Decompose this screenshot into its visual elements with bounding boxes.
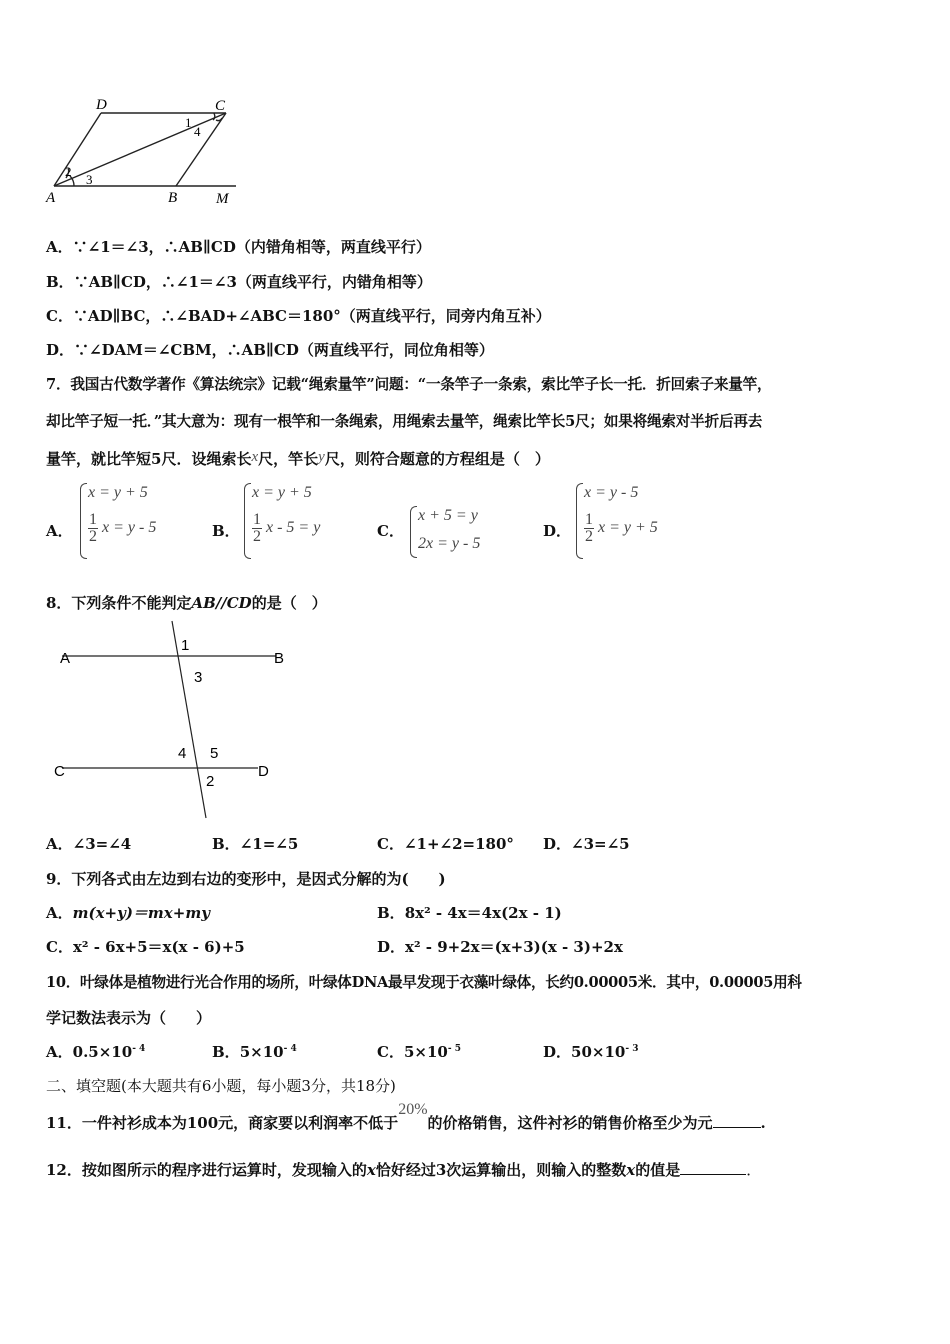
angle-1: 1 [185, 115, 192, 130]
q11-end: . [760, 1114, 766, 1132]
label-M: M [216, 191, 229, 207]
q8-text-a: 8．下列条件不能判定 [46, 594, 192, 612]
q8-text-b: 的是（ ） [251, 594, 327, 612]
q9-stem: 9．下列各式由左边到右边的变形中，是因式分解的为( ) [46, 870, 446, 888]
option-base: 0.5×10 [72, 1043, 133, 1061]
option-base: 5×10 [239, 1043, 284, 1061]
option-letter: B． [212, 1043, 240, 1061]
eq2-text: x = y - 5 [102, 519, 157, 537]
q7-text-a: 量竿，就比竿短5尺．设绳索长 [46, 450, 252, 468]
label-B: B [168, 190, 178, 206]
option-letter: B． [212, 835, 240, 853]
option-text: ∠1+∠2=180° [403, 835, 514, 853]
q7-b-eq1: x = y + 5 [252, 484, 312, 501]
q10-option-a[interactable] [46, 1041, 145, 1062]
label-D: D [258, 763, 269, 780]
option-exponent: - 4 [283, 1044, 297, 1054]
var-x: x [626, 1161, 636, 1179]
option-text: ∠3=∠5 [571, 835, 630, 853]
brace [576, 483, 583, 559]
q7-a-eq1: x = y + 5 [88, 484, 148, 501]
label-A: A [46, 190, 56, 206]
angle-3: 3 [86, 172, 93, 187]
q12-end: ． [746, 1161, 762, 1179]
q7-stem-line2: 却比竿子短一托．”其大意为：现有一根竿和一条绳索，用绳索去量竿，绳索比竿长5尺；如果将绳索对半折后再去 [46, 413, 763, 430]
label-B: B [274, 650, 285, 667]
option-text: ∠3=∠4 [72, 835, 132, 853]
section-title: 二、填空题(本大题共有6小题，每小题3分，共18分) [46, 1077, 396, 1095]
option-text: 8x² - 4x＝4x(2x - 1) [404, 904, 562, 922]
option-letter: A． [46, 1043, 73, 1061]
option-base: 5×10 [403, 1043, 448, 1061]
q8-option-b[interactable] [212, 833, 298, 854]
brace [410, 506, 417, 558]
eq2-text: x - 5 = y [266, 519, 321, 537]
q12-text [46, 1159, 761, 1180]
q7-text-c: 尺，则符合题意的方程组是（ ） [324, 450, 550, 468]
q10-stem-line1: 10．叶绿体是植物进行光合作用的场所，叶绿体DNA最早发现于衣藻叶绿体，长约0.00005米．其中，0.00005用科 [46, 974, 802, 991]
q8-option-c[interactable] [377, 833, 514, 854]
angle-3: 3 [194, 669, 203, 686]
q11-text-a: 11．一件衬衫成本为100元，商家要以利润率不低于 [46, 1114, 399, 1132]
brace [80, 483, 87, 559]
option-letter: D． [543, 1043, 572, 1061]
option-text: ∵AD∥BC，∴∠BAD+∠ABC＝180°（两直线平行，同旁内角互补） [72, 307, 551, 325]
answer-blank[interactable] [680, 1174, 746, 1175]
var-x: x [251, 449, 259, 465]
option-letter: B． [46, 273, 74, 291]
q7-a-eq2-row [88, 512, 156, 545]
q7-option-c-letter[interactable]: C． [377, 522, 404, 540]
option-text: ∵∠DAM＝∠CBM，∴AB∥CD（两直线平行，同位角相等） [74, 341, 494, 359]
option-text: ∵∠1＝∠3，∴AB∥CD（内错角相等，两直线平行） [72, 238, 431, 256]
angle-4: 4 [194, 124, 201, 139]
angle-1: 1 [181, 637, 190, 654]
q7-c-eq2: 2x = y - 5 [418, 535, 481, 552]
q7-b-eq2-row [252, 512, 320, 545]
q6-option-b[interactable] [46, 271, 432, 292]
q7-c-eq1: x + 5 = y [418, 507, 478, 524]
q6-option-a[interactable] [46, 236, 431, 257]
option-letter: A． [46, 904, 73, 922]
q7-option-a-letter[interactable]: A． [46, 522, 73, 540]
parallelogram-figure [44, 96, 244, 208]
fraction-half: $\frac{1}{2}$ [253, 511, 261, 545]
q11-text-b: 的价格销售，这件衬衫的销售价格至少为元 [427, 1114, 713, 1132]
q6-option-d[interactable] [46, 339, 494, 360]
percent-value: 20% [398, 1101, 428, 1118]
q9-option-d[interactable] [377, 936, 623, 957]
label-D: D [96, 97, 107, 113]
angle-5: 5 [210, 745, 219, 762]
fraction-half: $\frac{1}{2}$ [89, 511, 97, 545]
fraction-half: $\frac{1}{2}$ [585, 511, 593, 545]
option-letter: C． [46, 938, 73, 956]
option-letter: D． [377, 938, 406, 956]
q7-stem-line3 [46, 448, 550, 469]
q12-text-b: 恰好经过3次运算输出，则输入的整数 [375, 1161, 627, 1179]
q7-d-eq1: x = y - 5 [584, 484, 639, 501]
q8-option-d[interactable] [543, 833, 630, 854]
q7-option-d-letter[interactable]: D． [543, 522, 572, 540]
angle-4: 4 [178, 745, 187, 762]
angle-2: 2 [65, 164, 72, 179]
option-letter: B． [377, 904, 405, 922]
option-letter: A． [46, 835, 73, 853]
q8-stem [46, 592, 327, 613]
option-text: ∠1=∠5 [239, 835, 299, 853]
option-text: m(x+y)＝mx+my [72, 904, 210, 922]
q7-text-b: 尺，竿长 [258, 450, 319, 468]
angle-2: 2 [206, 773, 215, 790]
option-text: ∵AB∥CD，∴∠1＝∠3（两直线平行，内错角相等） [73, 273, 432, 291]
answer-blank[interactable] [713, 1127, 761, 1128]
q10-stem-line2: 学记数法表示为（ ） [46, 1009, 212, 1027]
q12-text-c: 的值是 [635, 1161, 681, 1179]
q12-text-a: 12．按如图所示的程序进行运算时，发现输入的 [46, 1161, 367, 1179]
q7-stem-line1: 7．我国古代数学著作《算法统宗》记载“绳索量竿”问题：“一条竿子一条索，索比竿子长一托．折回索子来量竿， [46, 376, 772, 393]
q10-option-c[interactable] [377, 1041, 461, 1062]
option-exponent: - 3 [625, 1044, 639, 1054]
q10-option-b[interactable] [212, 1041, 297, 1062]
label-C: C [215, 98, 226, 114]
q8-text-em: AB//CD [191, 594, 252, 612]
q9-option-a[interactable] [46, 902, 210, 923]
option-letter: C． [377, 1043, 404, 1061]
eq2-text: x = y + 5 [598, 519, 658, 537]
q11-text [46, 1101, 766, 1133]
label-C: C [54, 763, 65, 780]
option-text: x² - 6x+5＝x(x - 6)+5 [72, 938, 245, 956]
option-text: x² - 9+2x＝(x+3)(x - 3)+2x [405, 938, 623, 956]
option-letter: C． [377, 835, 404, 853]
q8-option-a[interactable] [46, 833, 131, 854]
option-exponent: - 4 [132, 1044, 146, 1054]
option-letter: A． [46, 238, 73, 256]
var-y: y [318, 449, 325, 465]
parallel-lines-figure [54, 618, 304, 823]
segment-AD [54, 113, 101, 186]
option-letter: C． [46, 307, 73, 325]
brace [244, 483, 251, 559]
var-x: x [366, 1161, 376, 1179]
q7-option-b-letter[interactable]: B． [212, 522, 240, 540]
q9-option-c[interactable] [46, 936, 245, 957]
label-A: A [60, 650, 71, 667]
q9-option-b[interactable] [377, 902, 562, 923]
option-base: 50×10 [571, 1043, 626, 1061]
option-letter: D． [543, 835, 572, 853]
q7-d-eq2-row [584, 512, 658, 545]
q6-option-c[interactable] [46, 305, 551, 326]
q10-option-d[interactable] [543, 1041, 638, 1062]
option-exponent: - 5 [447, 1044, 461, 1054]
option-letter: D． [46, 341, 75, 359]
